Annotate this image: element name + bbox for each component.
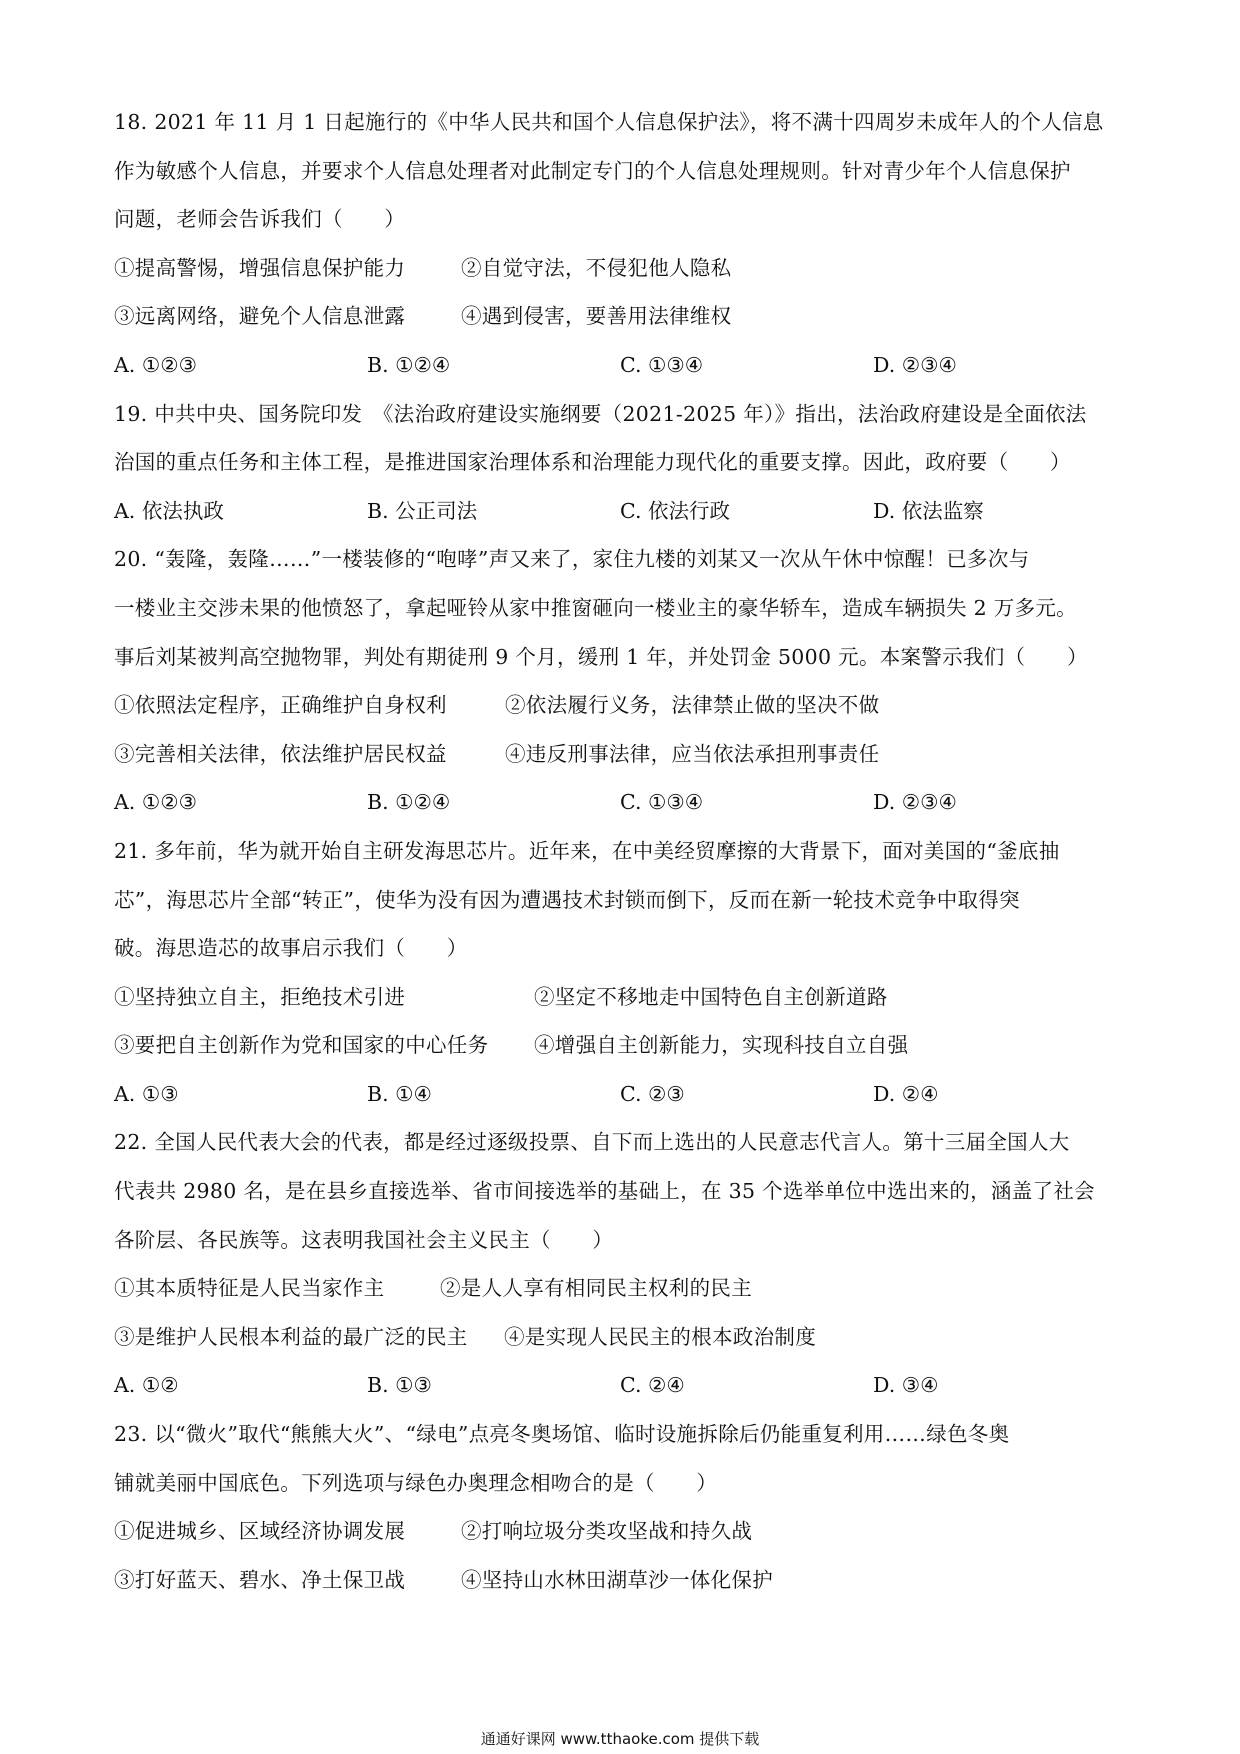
choice-b: B. 公正司法 — [367, 498, 478, 523]
choice-b: B. ①③ — [367, 1373, 432, 1398]
statement-3: ③要把自主创新作为党和国家的中心任务 — [114, 1033, 489, 1058]
statement-2: ②是人人享有相同民主权利的民主 — [440, 1276, 752, 1301]
statement-1: ①其本质特征是人民当家作主 — [114, 1276, 385, 1301]
statement-4: ④增强自主创新能力，实现科技自立自强 — [534, 1033, 909, 1058]
statement-1: ①坚持独立自主，拒绝技术引进 — [114, 984, 406, 1009]
question-text-line: 事后刘某被判高空抛物罪，判处有期徒刑 9 个月，缓刑 1 年，并处罚金 5000 元。本案警示我们（ ） — [114, 644, 1088, 669]
statement-row — [114, 973, 1126, 1022]
choice-d: D. ②④ — [873, 1081, 939, 1106]
question-text-line: 20. “轰隆，轰隆……”一楼装修的“咆哮”声又来了，家住九楼的刘某又一次从午休中惊醒！已多次与 — [114, 547, 1030, 572]
choice-d: D. 依法监察 — [873, 498, 984, 523]
statement-2: ②依法履行义务，法律禁止做的坚决不做 — [505, 693, 880, 718]
question-text-line: 一楼业主交涉未果的他愤怒了，拿起哑铃从家中推窗砸向一楼业主的豪华轿车，造成车辆损失 2 万多元。 — [114, 595, 1077, 620]
question-18 — [114, 98, 1126, 390]
question-text-line: 治国的重点任务和主体工程，是推进国家治理体系和治理能力现代化的重要支撑。因此，政府要（ ） — [114, 450, 1071, 475]
choice-c: C. ①③④ — [620, 352, 704, 377]
statement-row — [114, 1264, 1126, 1313]
statement-row — [114, 1556, 1126, 1605]
question-22 — [114, 1118, 1126, 1410]
choice-b: B. ①④ — [367, 1081, 432, 1106]
question-text-line: 23. 以“微火”取代“熊熊大火”、“绿电”点亮冬奥场馆、临时设施拆除后仍能重复利用……绿色冬奥 — [114, 1422, 1010, 1447]
answer-choices — [114, 1361, 1126, 1410]
statement-3: ③是维护人民根本利益的最广泛的民主 — [114, 1324, 468, 1349]
statement-row — [114, 244, 1126, 293]
statement-4: ④坚持山水林田湖草沙一体化保护 — [461, 1567, 773, 1592]
answer-choices — [114, 487, 1126, 536]
statement-4: ④遇到侵害，要善用法律维权 — [461, 304, 732, 329]
statement-1: ①提高警惕，增强信息保护能力 — [114, 255, 406, 280]
answer-choices — [114, 341, 1126, 390]
choice-c: C. ②④ — [620, 1373, 685, 1398]
page-footer: 通通好课网 www.tthaoke.com 提供下载 — [480, 1730, 760, 1748]
question-20 — [114, 535, 1126, 827]
statement-4: ④是实现人民民主的根本政治制度 — [504, 1324, 816, 1349]
choice-c: C. ①③④ — [620, 790, 704, 815]
question-text-line: 破。海思造芯的故事启示我们（ ） — [114, 936, 468, 961]
question-text-line: 铺就美丽中国底色。下列选项与绿色办奥理念相吻合的是（ ） — [114, 1470, 718, 1495]
choice-b: B. ①②④ — [367, 790, 451, 815]
choice-a: A. 依法执政 — [114, 498, 224, 523]
statement-row — [114, 1313, 1126, 1362]
choice-d: D. ③④ — [873, 1373, 939, 1398]
statement-1: ①促进城乡、区域经济协调发展 — [114, 1519, 406, 1544]
choice-c: C. 依法行政 — [620, 498, 730, 523]
question-text-line: 19. 中共中央、国务院印发 《法治政府建设实施纲要（2021-2025 年）》指出，法治政府建设是全面依法 — [114, 401, 1087, 426]
choice-a: A. ①②③ — [114, 352, 197, 377]
question-23 — [114, 1410, 1126, 1604]
choice-b: B. ①②④ — [367, 352, 451, 377]
question-text-line: 问题，老师会告诉我们（ ） — [114, 207, 406, 232]
statement-row — [114, 681, 1126, 730]
statement-3: ③远离网络，避免个人信息泄露 — [114, 304, 406, 329]
question-list — [114, 98, 1126, 1604]
question-text-line: 芯”，海思芯片全部“转正”，使华为没有因为遭遇技术封锁而倒下，反而在新一轮技术竞争中取得突 — [114, 887, 1020, 912]
choice-c: C. ②③ — [620, 1081, 685, 1106]
statement-row — [114, 1021, 1126, 1070]
statement-2: ②自觉守法，不侵犯他人隐私 — [461, 255, 732, 280]
statement-4: ④违反刑事法律，应当依法承担刑事责任 — [505, 741, 880, 766]
question-19 — [114, 390, 1126, 536]
statement-row — [114, 292, 1126, 341]
question-text-line: 21. 多年前，华为就开始自主研发海思芯片。近年来，在中美经贸摩擦的大背景下，面对美国的“釜底抽 — [114, 838, 1060, 863]
question-text-line: 各阶层、各民族等。这表明我国社会主义民主（ ） — [114, 1227, 614, 1252]
statement-row — [114, 1507, 1126, 1556]
choice-a: A. ①② — [114, 1373, 179, 1398]
question-text-line: 作为敏感个人信息，并要求个人信息处理者对此制定专门的个人信息处理规则。针对青少年个人信息保护 — [114, 158, 1071, 183]
statement-row — [114, 730, 1126, 779]
answer-choices — [114, 1070, 1126, 1119]
choice-a: A. ①③ — [114, 1081, 179, 1106]
choice-a: A. ①②③ — [114, 790, 197, 815]
question-text-line: 18. 2021 年 11 月 1 日起施行的《中华人民共和国个人信息保护法》，将不满十四周岁未成年人的个人信息 — [114, 110, 1104, 134]
choice-d: D. ②③④ — [873, 352, 957, 377]
statement-2: ②打响垃圾分类攻坚战和持久战 — [461, 1519, 753, 1544]
question-21 — [114, 827, 1126, 1119]
statement-2: ②坚定不移地走中国特色自主创新道路 — [534, 984, 888, 1009]
statement-3: ③打好蓝天、碧水、净土保卫战 — [114, 1567, 406, 1592]
statement-3: ③完善相关法律，依法维护居民权益 — [114, 741, 447, 766]
answer-choices — [114, 778, 1126, 827]
question-text-line: 代表共 2980 名，是在县乡直接选举、省市间接选举的基础上，在 35 个选举单位中选出来的，涵盖了社会 — [114, 1179, 1095, 1204]
choice-d: D. ②③④ — [873, 790, 957, 815]
statement-1: ①依照法定程序，正确维护自身权利 — [114, 693, 447, 718]
question-text-line: 22. 全国人民代表大会的代表，都是经过逐级投票、自下而上选出的人民意志代言人。第十三届全国人大 — [114, 1130, 1070, 1155]
